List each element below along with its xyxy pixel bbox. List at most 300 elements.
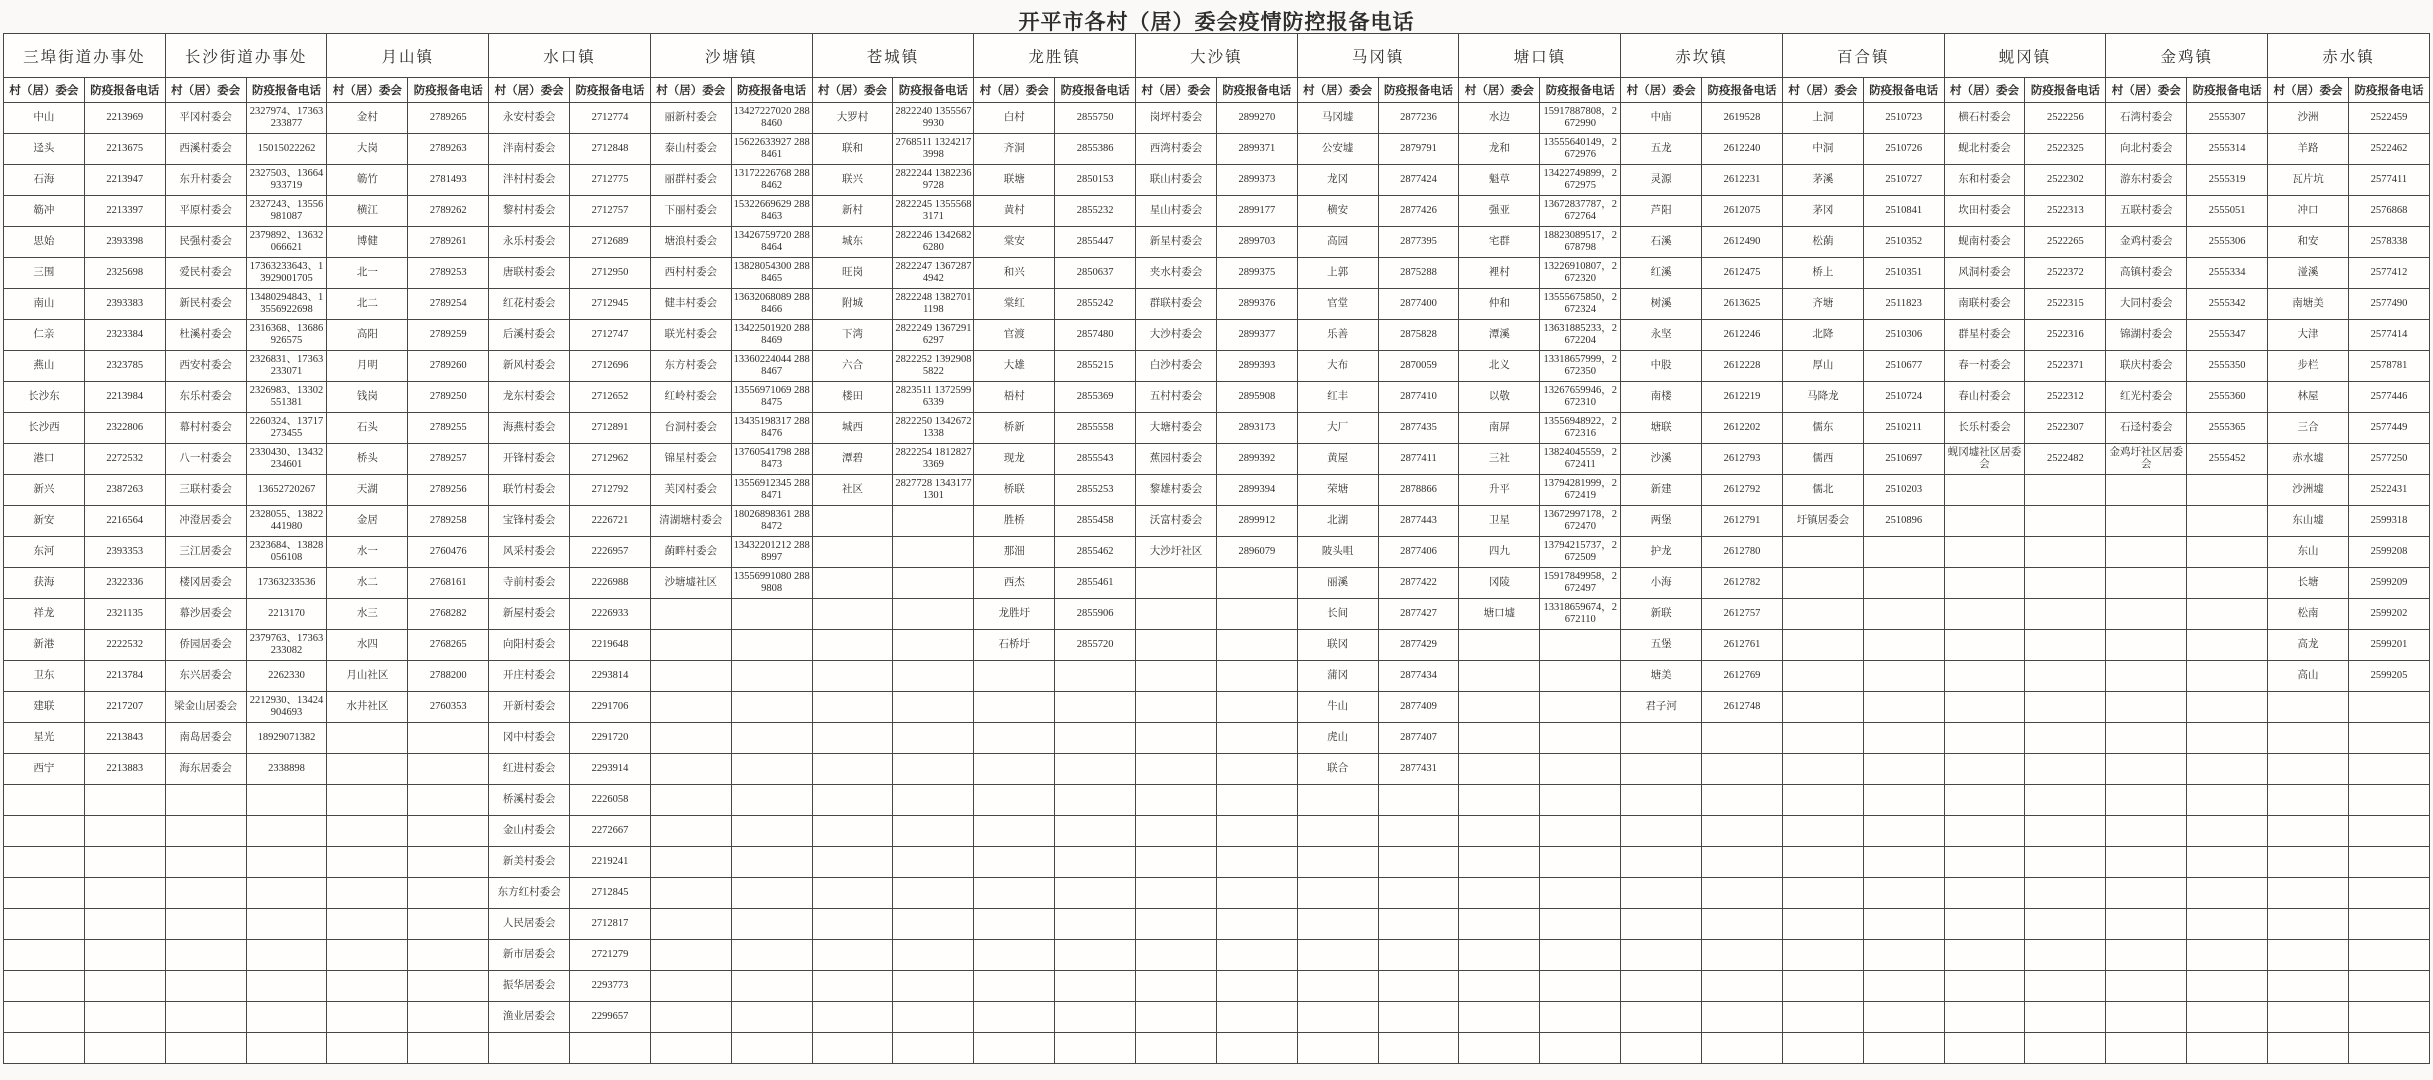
phone-cell: 2330430、13432234601 [246, 444, 327, 475]
village-cell [1782, 816, 1863, 847]
village-cell: 东方村委会 [650, 351, 731, 382]
village-cell [1297, 816, 1378, 847]
village-cell [812, 785, 893, 816]
phone-cell [408, 1033, 489, 1064]
village-cell [812, 878, 893, 909]
village-cell: 赤水墟 [2268, 444, 2349, 475]
phone-cell [246, 909, 327, 940]
phone-cell: 2855386 [1055, 134, 1136, 165]
phone-column-header: 防疫报备电话 [408, 78, 489, 103]
village-cell: 风洞村委会 [1944, 258, 2025, 289]
village-cell [1944, 1002, 2025, 1033]
village-cell [1459, 723, 1540, 754]
village-cell: 祥龙 [4, 599, 85, 630]
phone-cell: 2522431 [2348, 475, 2429, 506]
village-cell: 松蓢 [1782, 227, 1863, 258]
phone-cell: 2893173 [1216, 413, 1297, 444]
phone-cell: 2510677 [1863, 351, 1944, 382]
phone-cell [1540, 878, 1621, 909]
phone-cell: 2555360 [2187, 382, 2268, 413]
phone-cell [731, 754, 812, 785]
phone-cell [84, 971, 165, 1002]
phone-cell: 13172226768 2888462 [731, 165, 812, 196]
village-cell: 四九 [1459, 537, 1540, 568]
village-cell: 新港 [4, 630, 85, 661]
village-cell [165, 847, 246, 878]
phone-cell [1702, 878, 1783, 909]
phone-cell: 13480294843、13556922698 [246, 289, 327, 320]
village-cell [1621, 878, 1702, 909]
phone-cell [2025, 847, 2106, 878]
phone-cell [1863, 630, 1944, 661]
table-row [4, 382, 2430, 413]
table-row [4, 692, 2430, 723]
village-cell: 泰山村委会 [650, 134, 731, 165]
phone-cell [246, 816, 327, 847]
village-cell: 东兴居委会 [165, 661, 246, 692]
phone-cell: 2822247 13672874942 [893, 258, 974, 289]
village-cell [1782, 971, 1863, 1002]
village-cell: 春山村委会 [1944, 382, 2025, 413]
village-cell: 群联村委会 [1136, 289, 1217, 320]
phone-cell: 2327974、17363233877 [246, 103, 327, 134]
village-cell: 三江居委会 [165, 537, 246, 568]
phone-cell: 13672837787，2672764 [1540, 196, 1621, 227]
village-cell: 西宁 [4, 754, 85, 785]
village-cell: 龙东村委会 [489, 382, 570, 413]
village-cell: 护龙 [1621, 537, 1702, 568]
town-header: 蚬冈镇 [1944, 34, 2106, 78]
table-row [4, 351, 2430, 382]
phone-cell: 2260324、13717273455 [246, 413, 327, 444]
village-cell [4, 940, 85, 971]
town-header-row [4, 34, 2430, 78]
village-cell: 联竹村委会 [489, 475, 570, 506]
phone-cell: 2877427 [1378, 599, 1459, 630]
village-cell: 金村 [327, 103, 408, 134]
phone-cell: 2577446 [2348, 382, 2429, 413]
phone-cell [408, 909, 489, 940]
village-column-header: 村（居）委会 [2106, 78, 2187, 103]
village-cell [1459, 661, 1540, 692]
village-cell: 长塘 [2268, 568, 2349, 599]
village-cell: 新建 [1621, 475, 1702, 506]
phone-cell: 2213170 [246, 599, 327, 630]
village-cell: 北一 [327, 258, 408, 289]
phone-cell [2025, 1002, 2106, 1033]
village-column-header: 村（居）委会 [165, 78, 246, 103]
phone-cell [408, 723, 489, 754]
village-cell: 南屏 [1459, 413, 1540, 444]
phone-cell: 2899376 [1216, 289, 1297, 320]
phone-cell: 2555306 [2187, 227, 2268, 258]
village-cell: 两堡 [1621, 506, 1702, 537]
village-cell [4, 878, 85, 909]
phone-cell [1863, 723, 1944, 754]
phone-cell: 2510723 [1863, 103, 1944, 134]
phone-cell: 2577449 [2348, 413, 2429, 444]
phone-cell [1540, 661, 1621, 692]
phone-cell [2025, 878, 2106, 909]
village-column-header: 村（居）委会 [489, 78, 570, 103]
village-cell: 长沙东 [4, 382, 85, 413]
village-cell [974, 816, 1055, 847]
phone-cell [893, 909, 974, 940]
village-cell: 中洞 [1782, 134, 1863, 165]
village-cell: 乐善 [1297, 320, 1378, 351]
phone-cell [84, 1002, 165, 1033]
phone-cell: 2875828 [1378, 320, 1459, 351]
village-column-header: 村（居）委会 [2268, 78, 2349, 103]
phone-cell: 2855750 [1055, 103, 1136, 134]
village-cell: 新屋村委会 [489, 599, 570, 630]
phone-cell [84, 1033, 165, 1064]
village-cell [1782, 723, 1863, 754]
village-cell: 夹水村委会 [1136, 258, 1217, 289]
phone-cell [408, 754, 489, 785]
phone-cell [1055, 785, 1136, 816]
phone-cell: 2877410 [1378, 382, 1459, 413]
village-cell: 沙塘墟社区 [650, 568, 731, 599]
table-body [4, 103, 2430, 1064]
phone-cell: 2712792 [570, 475, 651, 506]
phone-cell [731, 661, 812, 692]
village-cell: 大布 [1297, 351, 1378, 382]
town-header: 龙胜镇 [974, 34, 1136, 78]
village-cell: 长乐村委会 [1944, 413, 2025, 444]
table-row [4, 258, 2430, 289]
village-cell [165, 785, 246, 816]
phone-cell: 2712950 [570, 258, 651, 289]
phone-cell [1216, 1033, 1297, 1064]
phone-cell [1055, 661, 1136, 692]
village-cell: 新星村委会 [1136, 227, 1217, 258]
phone-cell: 2712757 [570, 196, 651, 227]
village-cell: 塘联 [1621, 413, 1702, 444]
phone-cell [570, 1033, 651, 1064]
village-cell: 春一村委会 [1944, 351, 2025, 382]
village-cell [974, 1002, 1055, 1033]
phone-cell: 2612219 [1702, 382, 1783, 413]
village-cell [1459, 816, 1540, 847]
phone-cell [2187, 878, 2268, 909]
village-cell: 寺前村委会 [489, 568, 570, 599]
village-cell [1944, 692, 2025, 723]
phone-cell: 13794281999，2672419 [1540, 475, 1621, 506]
phone-cell: 2323785 [84, 351, 165, 382]
village-cell: 高阳 [327, 320, 408, 351]
phone-cell [2348, 1002, 2429, 1033]
phone-cell [1055, 692, 1136, 723]
village-cell [165, 909, 246, 940]
village-cell: 大沙村委会 [1136, 320, 1217, 351]
phone-cell [731, 692, 812, 723]
phone-cell [2025, 1033, 2106, 1064]
village-cell: 博健 [327, 227, 408, 258]
village-cell [1136, 661, 1217, 692]
table-row [4, 165, 2430, 196]
village-cell [650, 878, 731, 909]
phone-cell [893, 599, 974, 630]
village-cell: 天湖 [327, 475, 408, 506]
village-cell [1782, 661, 1863, 692]
phone-cell: 13360224044 2888467 [731, 351, 812, 382]
phone-cell: 2789260 [408, 351, 489, 382]
village-cell [1136, 878, 1217, 909]
village-cell: 芦阳 [1621, 196, 1702, 227]
phone-cell [84, 940, 165, 971]
phone-cell: 2789256 [408, 475, 489, 506]
phone-cell [1216, 692, 1297, 723]
village-cell: 永乐村委会 [489, 227, 570, 258]
phone-cell: 2577411 [2348, 165, 2429, 196]
phone-cell: 15015022262 [246, 134, 327, 165]
village-cell [1136, 847, 1217, 878]
village-cell: 下丽村委会 [650, 196, 731, 227]
village-cell: 黄屋 [1297, 444, 1378, 475]
phone-cell [1702, 940, 1783, 971]
village-cell: 渔业居委会 [489, 1002, 570, 1033]
phone-cell [893, 878, 974, 909]
phone-cell [1540, 723, 1621, 754]
village-cell [1621, 847, 1702, 878]
village-cell: 海东居委会 [165, 754, 246, 785]
village-cell: 灵源 [1621, 165, 1702, 196]
phone-cell [246, 940, 327, 971]
phone-cell [1216, 940, 1297, 971]
phone-cell [2348, 754, 2429, 785]
phone-cell: 2855458 [1055, 506, 1136, 537]
phone-cell: 13632068089 2888466 [731, 289, 812, 320]
phone-cell: 2577250 [2348, 444, 2429, 475]
phone-cell: 2326983、13302551381 [246, 382, 327, 413]
village-cell [812, 754, 893, 785]
phone-cell: 2612075 [1702, 196, 1783, 227]
village-cell [327, 940, 408, 971]
village-cell [1944, 940, 2025, 971]
table-row [4, 444, 2430, 475]
village-cell [1782, 754, 1863, 785]
phone-cell [2187, 661, 2268, 692]
phone-cell [1055, 754, 1136, 785]
village-cell: 桥溪村委会 [489, 785, 570, 816]
phone-cell [1863, 537, 1944, 568]
phone-cell: 2877407 [1378, 723, 1459, 754]
phone-cell: 2877422 [1378, 568, 1459, 599]
village-cell: 大罗村 [812, 103, 893, 134]
village-cell: 大厂 [1297, 413, 1378, 444]
phone-cell: 2323684、13828056108 [246, 537, 327, 568]
village-cell [974, 1033, 1055, 1064]
phone-cell: 2877426 [1378, 196, 1459, 227]
phone-cell [1216, 723, 1297, 754]
village-cell: 大雄 [974, 351, 1055, 382]
phone-cell: 2578338 [2348, 227, 2429, 258]
phone-column-header: 防疫报备电话 [2187, 78, 2268, 103]
village-cell: 联合 [1297, 754, 1378, 785]
phone-cell: 13422501920 2888469 [731, 320, 812, 351]
phone-cell: 13318657999，2672350 [1540, 351, 1621, 382]
village-cell [2268, 940, 2349, 971]
village-cell: 联庆村委会 [2106, 351, 2187, 382]
village-cell: 大津 [2268, 320, 2349, 351]
village-cell [1944, 816, 2025, 847]
phone-cell [2348, 723, 2429, 754]
village-cell: 高龙 [2268, 630, 2349, 661]
village-cell: 向北村委会 [2106, 134, 2187, 165]
village-cell: 新兴 [4, 475, 85, 506]
village-cell: 牛山 [1297, 692, 1378, 723]
village-cell: 宝锋村委会 [489, 506, 570, 537]
phone-cell: 2879791 [1378, 134, 1459, 165]
phone-cell: 2323384 [84, 320, 165, 351]
phone-cell [1702, 754, 1783, 785]
phone-cell: 13794215737，2672509 [1540, 537, 1621, 568]
village-cell: 沙洲墟 [2268, 475, 2349, 506]
village-cell [1944, 630, 2025, 661]
phone-cell: 2789263 [408, 134, 489, 165]
phone-cell: 2510724 [1863, 382, 1944, 413]
phone-cell: 2768282 [408, 599, 489, 630]
village-cell: 新民村委会 [165, 289, 246, 320]
village-cell [2268, 878, 2349, 909]
phone-cell: 2855242 [1055, 289, 1136, 320]
village-cell [327, 785, 408, 816]
phone-cell [1702, 909, 1783, 940]
village-cell: 儒西 [1782, 444, 1863, 475]
phone-cell [731, 630, 812, 661]
village-cell [1136, 971, 1217, 1002]
village-cell: 蚬北村委会 [1944, 134, 2025, 165]
phone-cell: 2899270 [1216, 103, 1297, 134]
village-cell [812, 847, 893, 878]
village-cell: 羊路 [2268, 134, 2349, 165]
phone-cell: 2899373 [1216, 165, 1297, 196]
village-cell: 仲和 [1459, 289, 1540, 320]
phone-cell: 2316368、13686926575 [246, 320, 327, 351]
village-cell: 红溪 [1621, 258, 1702, 289]
phone-cell: 13435198317 2888476 [731, 413, 812, 444]
phone-cell: 2712962 [570, 444, 651, 475]
village-cell [2268, 692, 2349, 723]
village-cell [1459, 971, 1540, 1002]
village-cell [1136, 940, 1217, 971]
village-cell: 长沙西 [4, 413, 85, 444]
phone-cell [1863, 568, 1944, 599]
phone-cell: 2899371 [1216, 134, 1297, 165]
phone-cell: 17363233643、13929001705 [246, 258, 327, 289]
phone-cell [1216, 568, 1297, 599]
phone-cell [1216, 599, 1297, 630]
phone-cell: 2899177 [1216, 196, 1297, 227]
village-cell: 长间 [1297, 599, 1378, 630]
phone-cell: 2328055、13822441980 [246, 506, 327, 537]
village-cell [974, 847, 1055, 878]
phone-cell [408, 1002, 489, 1033]
table-row [4, 475, 2430, 506]
village-cell [812, 723, 893, 754]
village-cell [1459, 692, 1540, 723]
village-column-header: 村（居）委会 [812, 78, 893, 103]
village-cell: 北二 [327, 289, 408, 320]
village-cell [650, 971, 731, 1002]
phone-cell [1863, 909, 1944, 940]
phone-cell: 2612792 [1702, 475, 1783, 506]
village-cell: 下湾 [812, 320, 893, 351]
village-cell [1297, 878, 1378, 909]
village-cell [1459, 630, 1540, 661]
village-cell: 楼田 [812, 382, 893, 413]
phone-cell [2187, 940, 2268, 971]
village-cell: 儒北 [1782, 475, 1863, 506]
phone-cell [1055, 971, 1136, 1002]
phone-cell: 2522372 [2025, 258, 2106, 289]
village-cell: 卫东 [4, 661, 85, 692]
village-cell: 齐塘 [1782, 289, 1863, 320]
village-cell: 健丰村委会 [650, 289, 731, 320]
village-cell: 杜溪村委会 [165, 320, 246, 351]
phone-cell: 2522312 [2025, 382, 2106, 413]
village-cell [1136, 599, 1217, 630]
village-cell [650, 940, 731, 971]
village-cell [1621, 723, 1702, 754]
village-cell: 北降 [1782, 320, 1863, 351]
phone-cell [1702, 816, 1783, 847]
phone-cell: 2555051 [2187, 196, 2268, 227]
village-cell: 大沙圩社区 [1136, 537, 1217, 568]
phone-cell: 2789259 [408, 320, 489, 351]
phone-cell: 2599202 [2348, 599, 2429, 630]
village-cell: 簕冲 [4, 196, 85, 227]
village-cell: 横安 [1297, 196, 1378, 227]
phone-cell [246, 1033, 327, 1064]
village-cell [2268, 847, 2349, 878]
village-cell: 丽溪 [1297, 568, 1378, 599]
village-cell: 南岛居委会 [165, 723, 246, 754]
village-cell: 西溪村委会 [165, 134, 246, 165]
phone-cell: 2510896 [1863, 506, 1944, 537]
phone-cell: 2212930、13424904693 [246, 692, 327, 723]
village-cell: 石海 [4, 165, 85, 196]
phone-cell: 2510697 [1863, 444, 1944, 475]
village-cell [2268, 909, 2349, 940]
village-cell [2106, 878, 2187, 909]
phone-cell: 2322336 [84, 568, 165, 599]
phone-cell [1055, 878, 1136, 909]
village-cell [812, 537, 893, 568]
village-cell [1782, 940, 1863, 971]
village-cell: 龙胜圩 [974, 599, 1055, 630]
phone-cell [408, 971, 489, 1002]
phone-cell: 2522482 [2025, 444, 2106, 475]
phone-cell: 2877411 [1378, 444, 1459, 475]
village-cell: 新安 [4, 506, 85, 537]
phone-cell: 2522459 [2348, 103, 2429, 134]
phone-cell: 2827728 13431771301 [893, 475, 974, 506]
village-cell [1782, 878, 1863, 909]
village-cell: 三社 [1459, 444, 1540, 475]
table-row [4, 413, 2430, 444]
village-cell: 黎村村委会 [489, 196, 570, 227]
village-cell: 桥联 [974, 475, 1055, 506]
phone-cell [893, 1033, 974, 1064]
village-cell: 塘美 [1621, 661, 1702, 692]
phone-cell: 2712696 [570, 351, 651, 382]
table-row [4, 847, 2430, 878]
village-cell [2106, 1002, 2187, 1033]
village-cell: 五堡 [1621, 630, 1702, 661]
village-cell: 金鸡圩社区居委会 [2106, 444, 2187, 475]
